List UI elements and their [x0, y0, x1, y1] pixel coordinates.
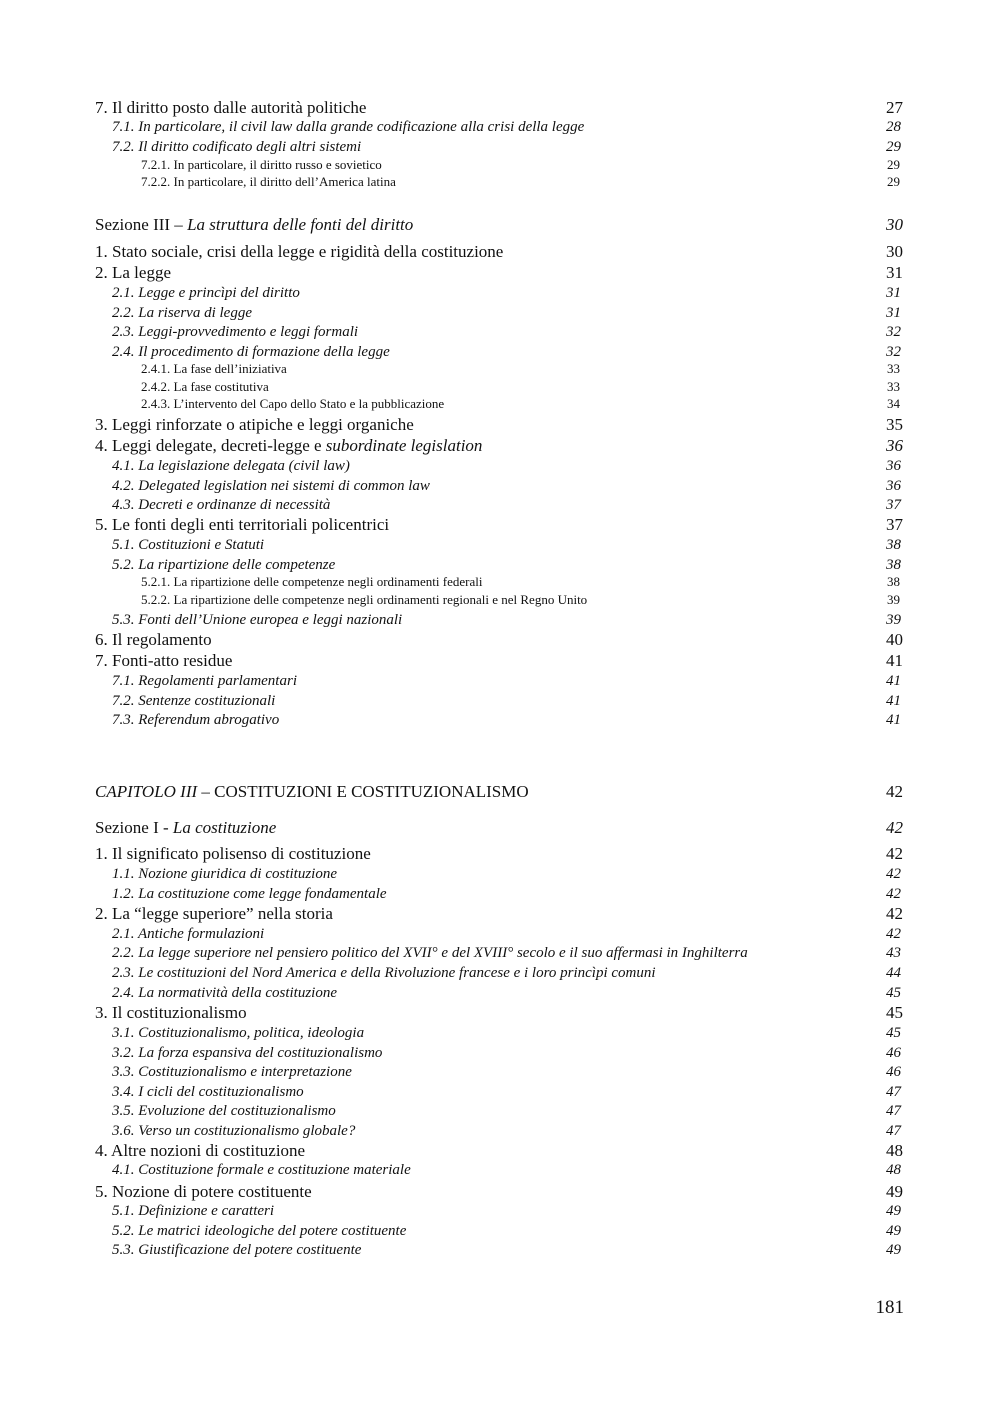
chapter-number: CAPITOLO III	[95, 782, 198, 801]
toc-entry-title: 2.4.2. La fase costitutiva	[141, 379, 269, 394]
toc-entry-title: 2.4. Il procedimento di formazione della legge	[112, 344, 390, 360]
toc-page-number: 38	[886, 537, 901, 553]
toc-page-number: 32	[886, 324, 901, 340]
toc-entry-title: 4. Altre nozioni di costituzione	[95, 1141, 306, 1160]
section-prefix: Sezione I -	[95, 818, 173, 837]
toc-page-number: 42	[886, 844, 903, 863]
toc-entry-title: 5.3. Fonti dell’Unione europea e leggi nazionali	[112, 612, 403, 628]
toc-page-number: 33	[887, 379, 900, 394]
toc-entry-title: 2.4. La normatività della costituzione	[112, 985, 337, 1001]
toc-page-number: 31	[886, 305, 901, 321]
toc-entry-title: 2.1. Antiche formulazioni	[112, 926, 265, 942]
toc-entry-title: 5.2. La ripartizione delle competenze	[112, 557, 336, 573]
toc-page-number: 39	[886, 612, 901, 628]
toc-page-number: 45	[886, 1025, 901, 1041]
toc-entry-title: 4.2. Delegated legislation nei sistemi di common law	[112, 478, 430, 494]
toc-entry-title: 2. La legge	[95, 263, 171, 282]
toc-entry-title: 5.2.2. La ripartizione delle competenze negli ordinamenti regionali e nel Regno Unito	[141, 592, 588, 607]
toc-page-number: 45	[886, 985, 901, 1001]
toc-page-number: 42	[886, 904, 903, 923]
toc-entry-title: 1.2. La costituzione come legge fondamentale	[112, 886, 387, 902]
section-title: La struttura delle fonti del diritto	[187, 215, 414, 234]
toc-page-number: 46	[886, 1064, 901, 1080]
toc-page-number: 42	[886, 886, 901, 902]
toc-entry-title: 1.1. Nozione giuridica di costituzione	[112, 866, 337, 882]
toc-page-number: 46	[886, 1045, 901, 1061]
toc-entry-title: 3.2. La forza espansiva del costituzionalismo	[112, 1045, 383, 1061]
toc-entry-title: 7. Il diritto posto dalle autorità politiche	[95, 98, 367, 117]
toc-entry-title: 1. Stato sociale, crisi della legge e rigidità della costituzione	[95, 242, 504, 261]
toc-page-number: 38	[887, 574, 900, 589]
toc-page-number: 31	[886, 263, 903, 282]
toc-entry-title: 2.2. La legge superiore nel pensiero politico del XVII° e del XVIII° secolo e il suo affermasi in Inghilterra	[112, 945, 748, 961]
toc-page-number: 42	[886, 782, 903, 801]
toc-page-number: 40	[886, 630, 903, 649]
toc-page-number: 42	[886, 818, 903, 837]
toc-page-number: 36	[886, 458, 901, 474]
entry-title-prefix: 4. Leggi delegate, decreti-legge e	[95, 436, 326, 455]
toc-page-number: 49	[886, 1182, 903, 1201]
toc-entry-title: 7.2.2. In particolare, il diritto dell’America latina	[141, 174, 396, 189]
toc-entry-title	[95, 436, 482, 456]
toc-page-number: 43	[886, 945, 901, 961]
toc-entry-title: 1. Il significato polisenso di costituzione	[95, 844, 371, 863]
toc-entry-title: 3. Il costituzionalismo	[95, 1003, 247, 1022]
toc-entry-title: 7.2. Sentenze costituzionali	[112, 693, 276, 709]
section-prefix: Sezione III –	[95, 215, 188, 234]
toc-page-number: 36	[886, 436, 903, 455]
toc-page-number: 49	[886, 1242, 901, 1258]
toc-page-number: 29	[886, 139, 901, 155]
toc-page-number: 29	[887, 157, 900, 172]
toc-entry-title	[95, 782, 529, 802]
toc-page-number: 41	[886, 651, 903, 670]
toc-entry-title: 2.4.3. L’intervento del Capo dello Stato e la pubblicazione	[141, 396, 445, 411]
entry-title-italic: subordinate legislation	[325, 436, 483, 455]
toc-page-number: 28	[886, 119, 901, 135]
toc-page-number: 45	[886, 1003, 903, 1022]
toc-page-number: 49	[886, 1223, 901, 1239]
toc-page-number: 49	[886, 1203, 901, 1219]
toc-entry-title: 2.3. Leggi-provvedimento e leggi formali	[112, 324, 359, 340]
toc-entry-title: 5. Nozione di potere costituente	[95, 1182, 312, 1201]
toc-page-number: 37	[886, 497, 901, 513]
toc-entry-title: 7.2. Il diritto codificato degli altri sistemi	[112, 139, 362, 155]
toc-entry-title: 5.2.1. La ripartizione delle competenze negli ordinamenti federali	[141, 574, 483, 589]
toc-entry-title: 7.1. Regolamenti parlamentari	[112, 673, 297, 689]
toc-page-number: 41	[886, 712, 901, 728]
toc-entry-title	[95, 215, 413, 235]
toc-page-number: 32	[886, 344, 901, 360]
toc-entry-title: 4.1. La legislazione delegata (civil law)	[112, 458, 350, 474]
toc-entry-title: 7.3. Referendum abrogativo	[112, 712, 280, 728]
toc-entry-title: 2.2. La riserva di legge	[112, 305, 252, 321]
chapter-title: – COSTITUZIONI E COSTITUZIONALISMO	[197, 782, 529, 801]
toc-entry-title: 7.1. In particolare, il civil law dalla grande codificazione alla crisi della legge	[112, 119, 585, 135]
toc-entry-title: 6. Il regolamento	[95, 630, 212, 649]
toc-entry-title: 5.1. Definizione e caratteri	[112, 1203, 275, 1219]
toc-entry-title: 5.2. Le matrici ideologiche del potere costituente	[112, 1223, 407, 1239]
toc-entry-title: 2.4.1. La fase dell’iniziativa	[141, 361, 287, 376]
toc-entry-title: 3.3. Costituzionalismo e interpretazione	[112, 1064, 352, 1080]
toc-page-number: 41	[886, 693, 901, 709]
toc-entry-title: 5.3. Giustificazione del potere costituente	[112, 1242, 362, 1258]
toc-page-number: 29	[887, 174, 900, 189]
toc-entry-title: 3.1. Costituzionalismo, politica, ideologia	[112, 1025, 365, 1041]
toc-page-number: 36	[886, 478, 901, 494]
toc-page-number: 41	[886, 673, 901, 689]
toc-page-number: 30	[886, 215, 903, 234]
toc-page-number: 47	[886, 1084, 901, 1100]
toc-entry-title: 2. La “legge superiore” nella storia	[95, 904, 333, 923]
toc-entry-title: 5. Le fonti degli enti territoriali policentrici	[95, 515, 390, 534]
toc-page-number: 47	[886, 1123, 901, 1139]
toc-page-number: 48	[886, 1141, 903, 1160]
toc-page-number: 42	[886, 926, 901, 942]
toc-page-number: 35	[886, 415, 903, 434]
toc-entry-title: 3.5. Evoluzione del costituzionalismo	[112, 1103, 336, 1119]
toc-page-number: 42	[886, 866, 901, 882]
toc-page-number: 27	[886, 98, 903, 117]
toc-page-number: 47	[886, 1103, 901, 1119]
toc-entry-title: 3.4. I cicli del costituzionalismo	[112, 1084, 304, 1100]
toc-page-number: 33	[887, 361, 900, 376]
toc-page-number: 48	[886, 1162, 901, 1178]
toc-page-number: 39	[887, 592, 900, 607]
toc-entry-title: 7. Fonti-atto residue	[95, 651, 233, 670]
toc-page-number: 37	[886, 515, 903, 534]
toc-entry-title: 4.3. Decreti e ordinanze di necessità	[112, 497, 331, 513]
toc-entry-title: 5.1. Costituzioni e Statuti	[112, 537, 265, 553]
toc-entry-title: 3.6. Verso un costituzionalismo globale?	[112, 1123, 356, 1139]
toc-entry-title: 7.2.1. In particolare, il diritto russo e sovietico	[141, 157, 382, 172]
section-title: La costituzione	[172, 818, 277, 837]
toc-entry-title: 2.3. Le costituzioni del Nord America e della Rivoluzione francese e i loro princìpi comuni	[112, 965, 656, 981]
toc-entry-title: 3. Leggi rinforzate o atipiche e leggi organiche	[95, 415, 414, 434]
toc-page-number: 31	[886, 285, 901, 301]
toc-page-number: 44	[886, 965, 901, 981]
toc-page-number: 38	[886, 557, 901, 573]
toc-page-number: 34	[887, 396, 900, 411]
toc-entry-title	[95, 818, 276, 838]
toc-page-number: 30	[886, 242, 903, 261]
toc-entry-title: 4.1. Costituzione formale e costituzione materiale	[112, 1162, 411, 1178]
toc-entry-title: 2.1. Legge e princìpi del diritto	[112, 285, 300, 301]
page-number-text: 181	[875, 1297, 904, 1318]
